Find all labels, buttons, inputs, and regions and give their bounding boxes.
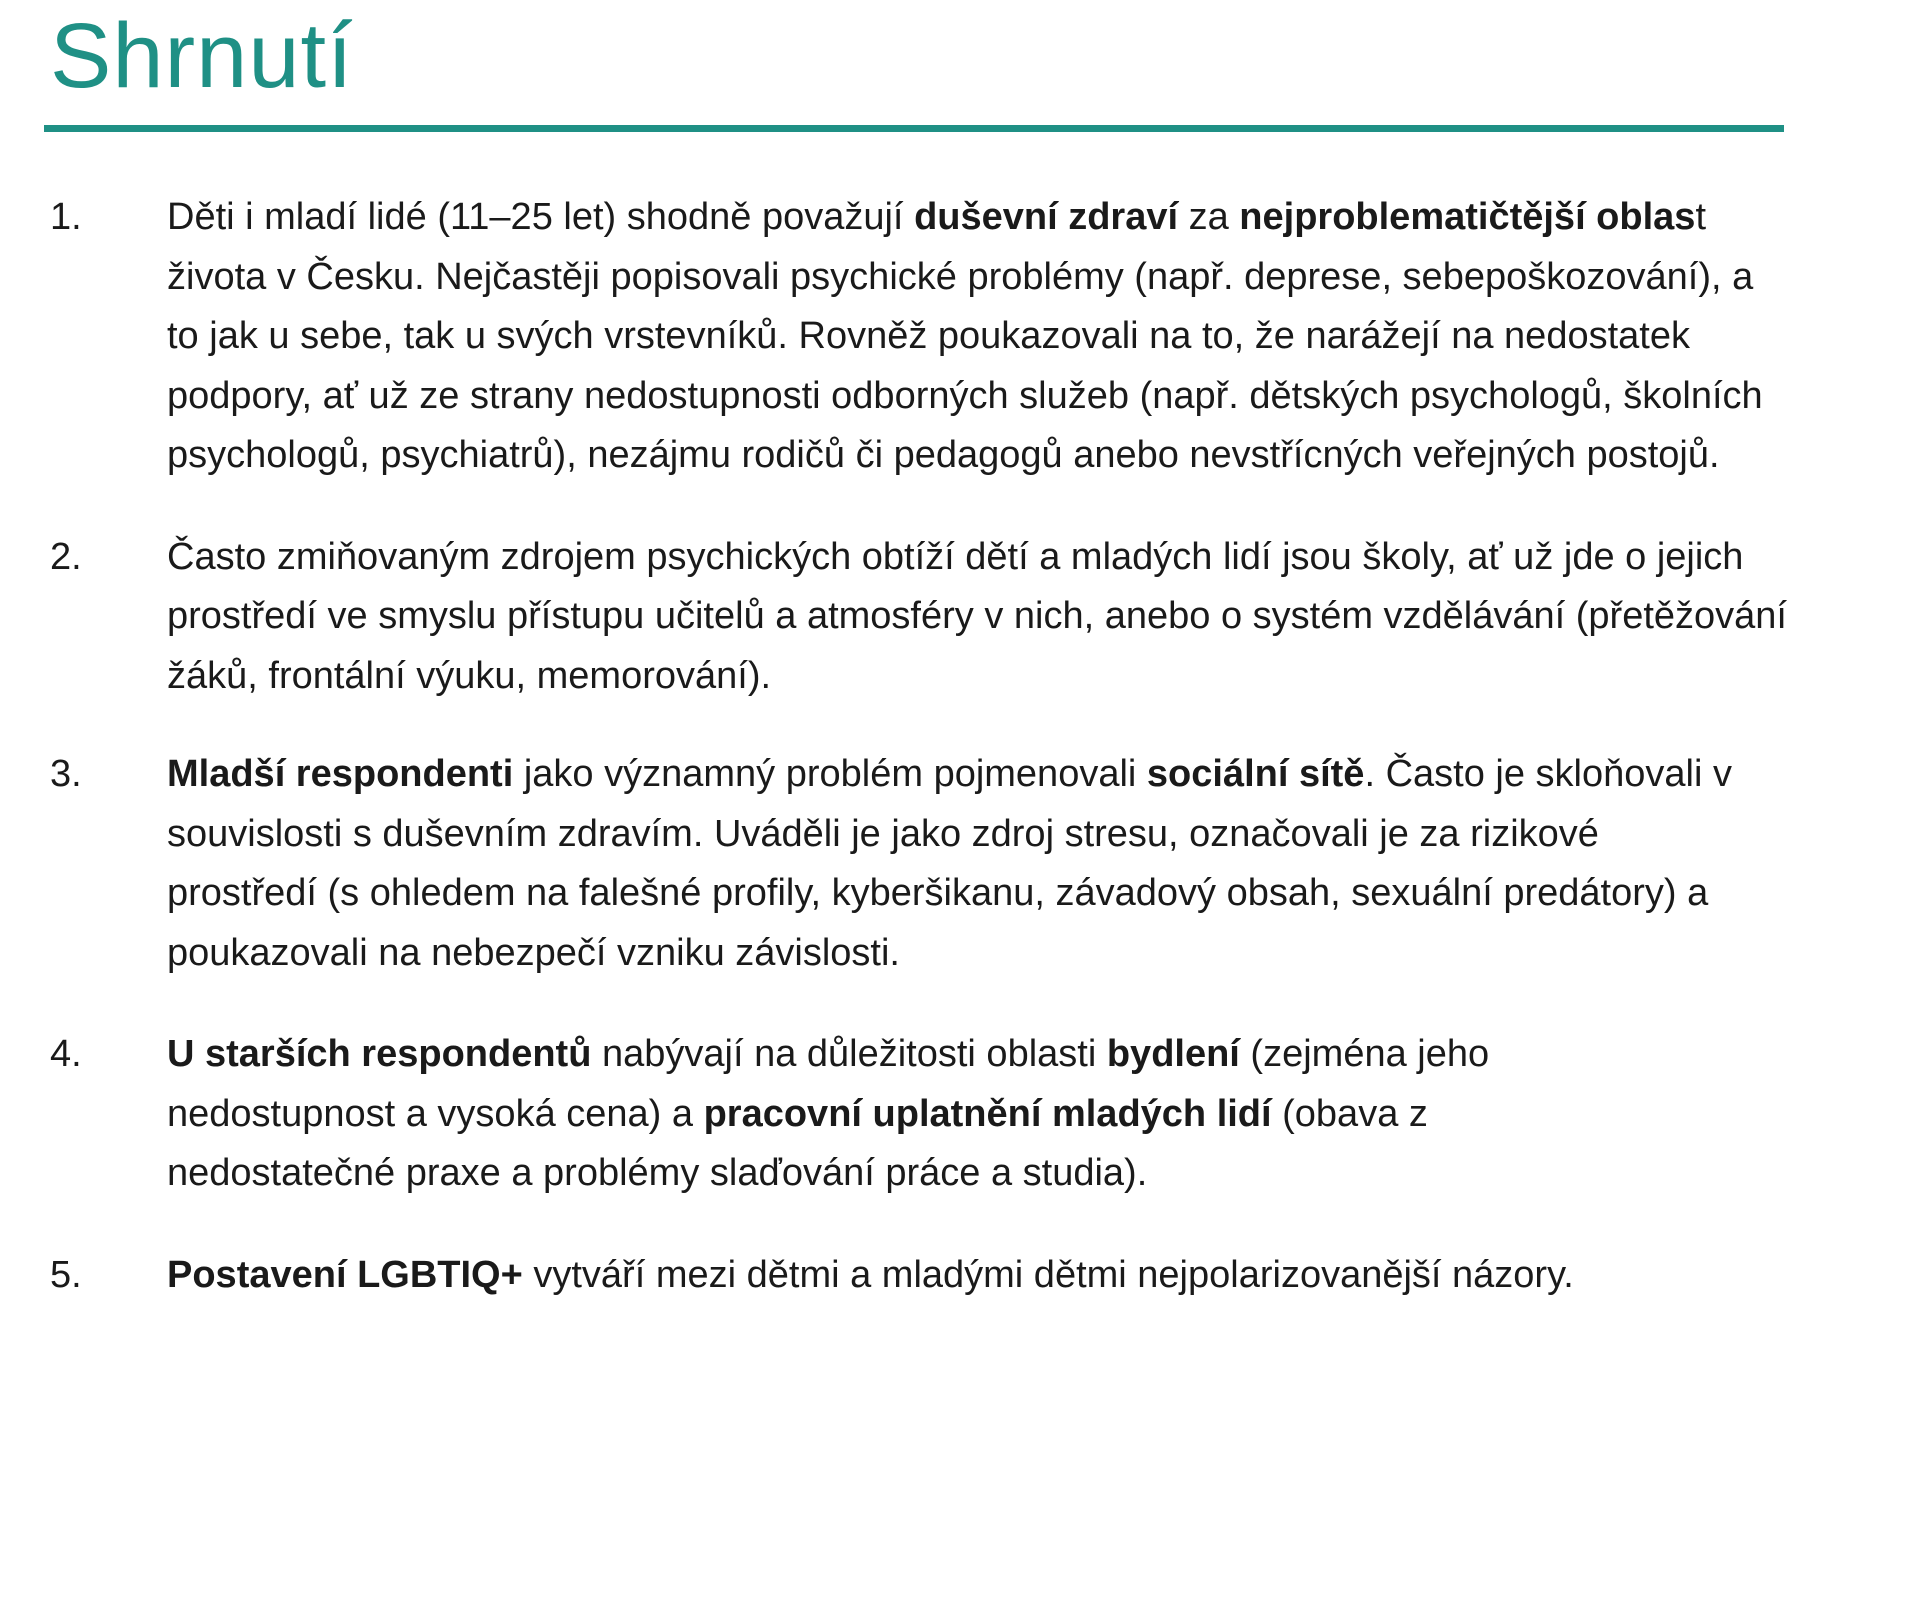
bold-segment: Mladší respondenti xyxy=(167,753,514,795)
item-text xyxy=(167,745,1747,983)
item-text xyxy=(167,1025,1627,1204)
text-segment: Děti i mladí lidé (11–25 let) shodně považují xyxy=(167,196,915,238)
text-segment: jako významný problém pojmenovali xyxy=(513,753,1147,795)
item-number: 4. xyxy=(50,1033,82,1075)
text-segment: vytváří mezi dětmi a mladými dětmi nejpolarizovanější názory. xyxy=(522,1253,1574,1296)
list-item xyxy=(0,745,1920,983)
text-segment: nabývají na důležitosti oblasti xyxy=(591,1033,1107,1075)
summary-list xyxy=(0,188,1920,1305)
text-segment: za xyxy=(1178,196,1240,238)
bold-segment: pracovní uplatnění mladých lidí xyxy=(703,1092,1272,1135)
item-number: 5. xyxy=(50,1253,82,1296)
item-number: 2. xyxy=(50,535,82,578)
bold-segment: duševní zdraví xyxy=(914,196,1179,238)
list-item xyxy=(0,1025,1920,1204)
item-number: 1. xyxy=(50,196,82,238)
text-segment: t života v Česku. Nejčastěji popisovali psychické problémy (např. deprese, sebepoškozování), a to jak u sebe, tak u svých vrstevníků. Rovněž poukazovali na to, že narážejí na nedostatek podpory, ať už ze strany nedostupnosti odborných služeb (např. dětských psychologů, školních psychologů, psychiatrů), nezájmu rodičů či pedagogů anebo nevstřícných veřejných postojů. xyxy=(167,196,1763,476)
text-segment: (zejména jeho nedostupnost a vysoká cena) a xyxy=(167,1033,1490,1135)
list-item xyxy=(0,1246,1920,1306)
list-item xyxy=(0,528,1920,707)
item-text xyxy=(167,188,1767,486)
title-underline xyxy=(44,125,1784,132)
page-title: Shrnutí xyxy=(50,5,354,107)
text-segment: (obava z nedostatečné praxe a problémy slaďování práce a studia). xyxy=(167,1092,1428,1194)
list-item xyxy=(0,188,1920,486)
bold-segment: nejproblematičtější oblas xyxy=(1239,196,1696,238)
text-segment: Často zmiňovaným zdrojem psychických obtíží dětí a mladých lidí jsou školy, ať už jde o jejich prostředí ve smyslu přístupu učitelů a atmosféry v nich, anebo o systém vzdělávání (přetěžování žáků, frontální výuku, memorování). xyxy=(167,535,1787,697)
bold-segment: U starších respondentů xyxy=(167,1033,592,1075)
item-text xyxy=(167,1246,1887,1306)
text-segment: . Často je skloňovali v souvislosti s duševním zdravím. Uváděli je jako zdroj stresu, označovali je za rizikové prostředí (s ohledem na falešné profily, kyberšikanu, závadový obsah, sexuální predátory) a poukazovali na nebezpečí vzniku závislosti. xyxy=(167,753,1732,974)
bold-segment: sociální sítě xyxy=(1146,753,1365,795)
bold-segment: Postavení LGBTIQ+ xyxy=(167,1253,523,1296)
bold-segment: bydlení xyxy=(1106,1033,1240,1075)
item-text xyxy=(167,528,1887,707)
item-number: 3. xyxy=(50,753,82,795)
